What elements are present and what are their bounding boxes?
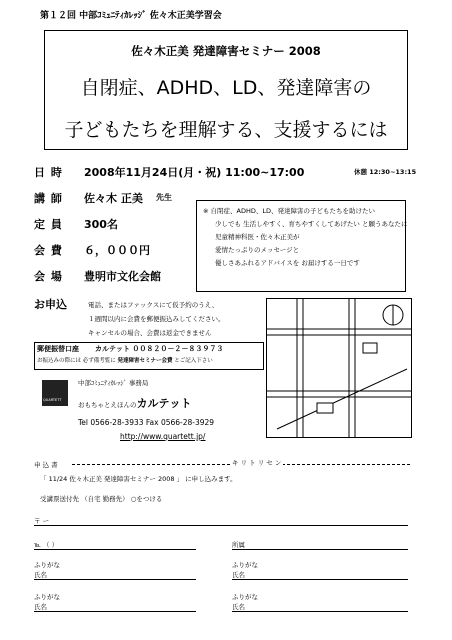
furigana-label-3: ふりがな [34,593,60,601]
postal-field[interactable] [34,525,408,526]
postal-field-label: 〒 ー [34,517,50,525]
tel-fax: Tel 0566-28-3933 Fax 0566-28-3929 [78,418,215,427]
postal-label: 郵便振替口座 [37,345,79,353]
cut-line-left: 申 込 書 [34,461,58,469]
speaker-value: 佐々木 正美 [84,192,143,205]
affiliation-label: 所属 [232,541,245,549]
main-title-line1: 自閉症、ADHD、LD、発達障害の [80,77,372,99]
furigana-label-4: ふりがな [232,593,258,601]
logo-text: QUARTETT [43,398,62,402]
header-text: 第１２回 中部ｺﾐｭﾆﾃｨｶﾚｯｼﾞ 佐々木正美学習会 [40,11,222,21]
affiliation-field[interactable] [232,549,408,550]
name-field-1[interactable] [34,579,196,580]
venue-label: 会 場 [34,270,63,283]
name-label-3: 氏名 [34,603,47,611]
form-line-1: 「 11/24 佐々木正美 発達障害セミナー 2008 」 に申し込みます。 [40,475,237,483]
fee-label: 会 費 [34,244,63,257]
note-line: 愛情たっぷりのメッセージと [215,246,300,254]
venue-value: 豊明市文化会館 [84,270,161,283]
website-link[interactable]: http://www.quartett.jp/ [120,432,206,441]
furigana-label-2: ふりがな [232,561,258,569]
postal-account: カルテット ００８２０－２－８３９７３ [95,345,224,353]
fee-value: ６，０００円 [84,244,150,257]
office-org: 中部ｺﾐｭﾆﾃｨｶﾚｯｼﾞ 事務局 [78,379,149,387]
seminar-title: 佐々木正美 発達障害セミナー 2008 [131,44,321,58]
name-field-2[interactable] [232,579,408,580]
note-line: 優しさあふれるアドバイスを お届けする一日です [215,259,360,267]
name-field-3[interactable] [34,611,196,612]
capacity-label: 定 員 [34,218,63,231]
shop-name: カルテット [136,397,192,410]
note-line: 少しでも 生活しやすく、育ちやすくしてあげたい と願うあなたに [215,220,408,228]
shop-prefix: おもちゃとえほんの [78,401,137,409]
quartett-logo [42,380,68,406]
main-title-line2: 子どもたちを理解する、支援するには [64,119,388,141]
speaker-suffix: 先生 [156,193,172,202]
name-label-2: 氏名 [232,571,245,579]
application-label: お申込 [34,298,67,311]
capacity-value: 300名 [84,218,118,231]
tel-field-label: ℡ （ ） [34,541,59,549]
name-label-1: 氏名 [34,571,47,579]
application-text-3: キャンセルの場合、会費は返金できません [88,329,212,337]
date-value: 2008年11月24日(月・祝) 11:00~17:00 [84,166,305,179]
note-line: 児童精神科医・佐々木正美が [215,233,300,241]
date-label: 日 時 [34,166,63,179]
postal-box [34,342,264,370]
break-time: 休憩 12:30~13:15 [354,168,417,176]
access-map [266,298,412,438]
postal-note: お振込みの際には 必ず備考覧に 発達障害セミナー会費 とご記入下さい [37,358,213,364]
cut-line-label: キ リ ト リ セ ン [232,459,282,467]
name-label-4: 氏名 [232,603,245,611]
note-box [196,200,406,292]
application-text-2: １週間以内に会費を郵便振込みしてください。 [88,315,225,323]
title-box [44,30,408,150]
note-line: ※ 自閉症、ADHD、LD、発達障害の子どもたちを助けたい [203,207,375,215]
tel-field[interactable] [34,549,196,550]
furigana-label-1: ふりがな [34,561,60,569]
name-field-4[interactable] [232,611,408,612]
form-line-2: 受講票送付先 （自宅 勤務先） ○をつける [40,495,163,503]
application-text-1: 電話、またはファックスにて仮予約のうえ、 [88,301,219,309]
speaker-label: 講 師 [34,192,63,205]
